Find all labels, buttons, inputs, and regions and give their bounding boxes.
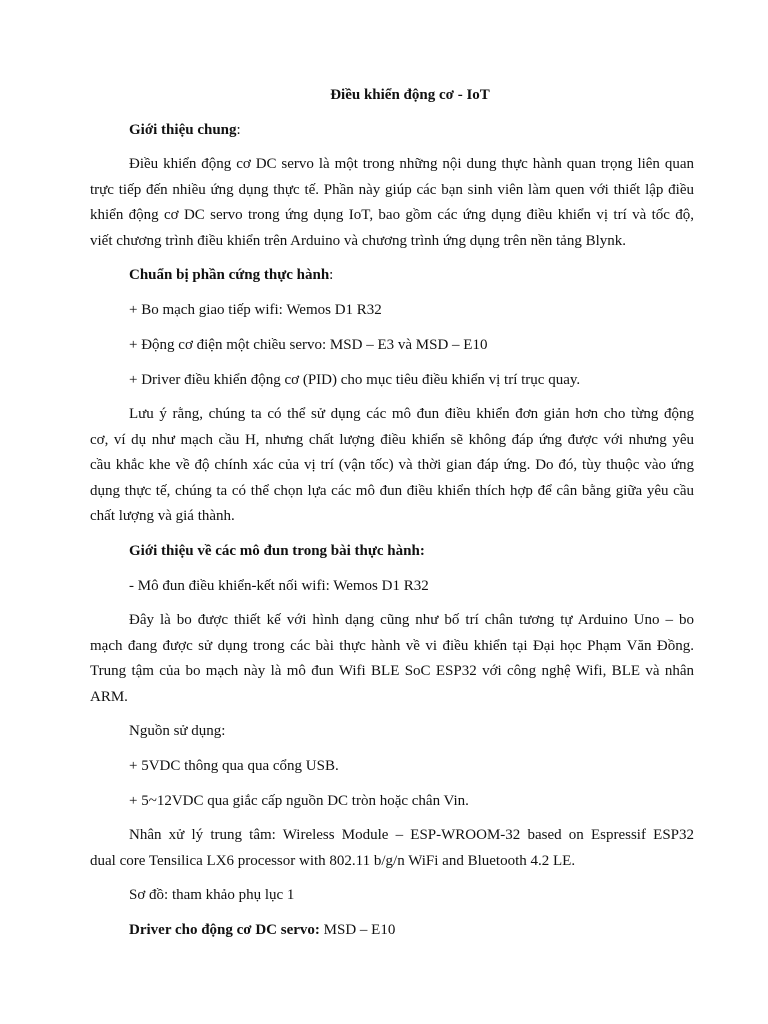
document-title: Điều khiển động cơ - IoT — [330, 87, 490, 103]
p2-line-2: cơ, ví dụ như mạch cầu H, nhưng chất lượng điều khiển sẽ không đáp ứng được với nhưng yêu — [90, 432, 694, 448]
p3-line-1: Đây là bo được thiết kế với hình dạng cũng như bố trí chân tương tự Arduino Uno – bo — [129, 612, 694, 628]
modules-heading: Giới thiệu về các mô đun trong bài thực hành: — [129, 543, 425, 559]
cpu-line-2: dual core Tensilica LX6 processor with 802.11 b/g/n WiFi and Bluetooth 4.2 LE. — [90, 853, 576, 869]
p3-line-3: Trung tậm của bo mạch này là mô đun Wifi BLE SoC ESP32 với công nghệ Wifi, BLE và nhân — [90, 663, 694, 679]
p2-line-4: dụng thực tế, chúng ta có thể chọn lựa các mô đun điều khiển thích hợp để cân bằng giữa yêu cầu — [90, 483, 694, 499]
module-item: - Mô đun điều khiển-kết nối wifi: Wemos D1 R32 — [129, 578, 429, 594]
hardware-heading: Chuẩn bị phần cứng thực hành: — [129, 267, 334, 283]
driver-heading: Driver cho động cơ DC servo: MSD – E10 — [129, 922, 396, 938]
p2-line-1: Lưu ý rằng, chúng ta có thể sử dụng các mô đun điều khiển đơn giản hơn cho từng động — [129, 406, 694, 422]
p1-line-1: Điều khiển động cơ DC servo là một trong những nội dung thực hành quan trọng liên quan — [129, 156, 694, 172]
p2-line-3: cầu khắc khe về độ chính xác của vị trí (vận tốc) và thời gian đáp ứng. Do đó, tùy thuộc vào ứng — [90, 457, 694, 473]
p3-line-4: ARM. — [90, 689, 128, 705]
cpu-line-1: Nhân xử lý trung tâm: Wireless Module – ESP-WROOM-32 based on Espressif ESP32 — [129, 827, 694, 843]
hardware-item: + Bo mạch giao tiếp wifi: Wemos D1 R32 — [129, 302, 382, 318]
p3-line-2: mạch đang được sử dụng trong các bài thực hành về vi điều khiển tại Đại học Phạm Văn Đồng. — [90, 638, 694, 654]
hardware-item: + Driver điều khiển động cơ (PID) cho mục tiêu điều khiển vị trí trục quay. — [129, 372, 581, 388]
hardware-item: + Động cơ điện một chiều servo: MSD – E3 và MSD – E10 — [129, 337, 488, 353]
intro-heading: Giới thiệu chung: — [129, 122, 241, 138]
p2-line-5: chất lượng và giá thành. — [90, 508, 235, 524]
power-label: Nguồn sử dụng: — [129, 723, 226, 739]
p1-line-2: trực tiếp đến nhiều ứng dụng thực tế. Phần này giúp các bạn sinh viên làm quen với thiết lập điều — [90, 182, 694, 198]
diagram-reference: Sơ đồ: tham khảo phụ lục 1 — [129, 887, 295, 903]
power-item: + 5~12VDC qua giắc cấp nguồn DC tròn hoặc chân Vin. — [129, 793, 469, 809]
power-item: + 5VDC thông qua qua cổng USB. — [129, 758, 339, 774]
p1-line-4: viết chương trình điều khiển trên Arduino và chương trình ứng dụng trên nền tảng Blynk. — [90, 233, 626, 249]
p1-line-3: khiển động cơ DC servo trong ứng dụng IoT, bao gồm các ứng dụng điều khiển vị trí và tốc độ, — [90, 207, 694, 223]
